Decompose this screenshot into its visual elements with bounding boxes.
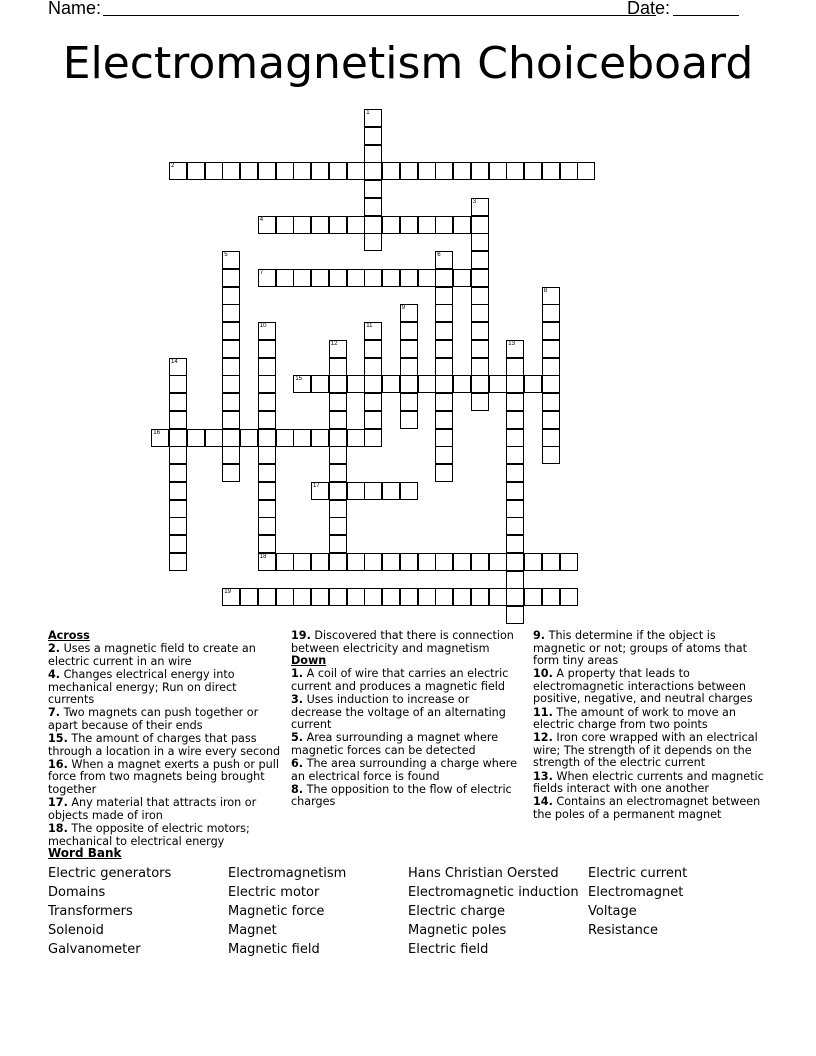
crossword-cell[interactable] <box>347 429 365 447</box>
crossword-cell[interactable] <box>293 269 311 287</box>
crossword-cell[interactable] <box>258 535 276 553</box>
crossword-cell[interactable] <box>400 304 418 322</box>
clue-number: 3 <box>472 198 477 205</box>
crossword-cell[interactable] <box>169 429 187 447</box>
crossword-cell[interactable] <box>364 588 382 606</box>
crossword-cell[interactable] <box>293 162 311 180</box>
crossword-cell[interactable] <box>400 553 418 571</box>
crossword-cell[interactable] <box>258 464 276 482</box>
clue-number: 18 <box>259 553 267 560</box>
crossword-cell[interactable] <box>329 588 347 606</box>
crossword-cell[interactable] <box>453 269 471 287</box>
crossword-cell[interactable] <box>169 358 187 376</box>
crossword-cell[interactable] <box>489 375 507 393</box>
crossword-cell[interactable] <box>293 429 311 447</box>
clue-down-9: 9. This determine if the object is magnetic or not; groups of atoms that form tiny areas <box>533 629 747 667</box>
crossword-cell[interactable] <box>311 216 329 234</box>
crossword-cell[interactable] <box>364 109 382 127</box>
clue-number: 10 <box>259 323 267 329</box>
word-bank-item: Resistance <box>588 923 659 938</box>
crossword-cell[interactable] <box>329 216 347 234</box>
crossword-cell[interactable] <box>258 269 276 287</box>
crossword-cell[interactable] <box>293 375 311 393</box>
crossword-cell[interactable] <box>471 340 489 358</box>
crossword-cell[interactable] <box>347 588 365 606</box>
clue-across-7: 7. Two magnets can push together or apart because of their ends <box>48 706 259 732</box>
clue-number: 9 <box>401 305 406 312</box>
crossword-cell[interactable] <box>489 553 507 571</box>
crossword-cell[interactable] <box>400 482 418 500</box>
crossword-cell[interactable] <box>435 446 453 464</box>
word-bank-item: Domains <box>48 885 106 900</box>
word-bank-item: Hans Christian Oersted <box>408 866 559 881</box>
clue-down-10: 10. A property that leads to electromagnetic interactions between positive, negative, and neutral charges <box>533 667 753 706</box>
clue-across-16: 16. When a magnet exerts a push or pull force from two magnets being brought together <box>48 757 279 796</box>
crossword-cell[interactable] <box>364 375 382 393</box>
clue-across-18: 18. The opposite of electric motors; mechanical to electrical energy <box>48 822 250 848</box>
crossword-cell[interactable] <box>329 446 347 464</box>
crossword-cell[interactable] <box>382 482 400 500</box>
crossword-cell[interactable] <box>400 411 418 429</box>
crossword-cell[interactable] <box>506 446 524 464</box>
crossword-cell[interactable] <box>471 216 489 234</box>
crossword-cell[interactable] <box>453 162 471 180</box>
crossword-cell[interactable] <box>347 553 365 571</box>
crossword-cell[interactable] <box>542 304 560 322</box>
crossword-cell[interactable] <box>169 162 187 180</box>
clue-down-8: 8. The opposition to the flow of electric charges <box>291 782 512 809</box>
clues-column-2 <box>291 630 521 809</box>
clue-down-3: 3. Uses induction to increase or decrease the voltage of an alternating current <box>291 693 506 732</box>
crossword-cell[interactable] <box>542 358 560 376</box>
crossword-cell[interactable] <box>506 482 524 500</box>
word-bank-item: Electric charge <box>408 904 506 919</box>
crossword-cell[interactable] <box>329 162 347 180</box>
crossword-cell[interactable] <box>400 588 418 606</box>
crossword-cell[interactable] <box>506 340 524 358</box>
crossword-cell[interactable] <box>258 482 276 500</box>
crossword-cell[interactable] <box>542 162 560 180</box>
clue-number: 14 <box>171 358 178 365</box>
crossword-cell[interactable] <box>311 429 329 447</box>
crossword-cell[interactable] <box>560 162 578 180</box>
crossword-cell[interactable] <box>222 464 240 482</box>
crossword-cell[interactable] <box>169 446 187 464</box>
crossword-cell[interactable] <box>435 429 453 447</box>
crossword-cell[interactable] <box>542 429 560 447</box>
crossword-cell[interactable] <box>329 553 347 571</box>
crossword-cell[interactable] <box>222 588 240 606</box>
crossword-cell[interactable] <box>169 535 187 553</box>
word-bank-item: Magnetic force <box>228 904 325 919</box>
word-bank-column-2 <box>228 864 346 959</box>
crossword-cell[interactable] <box>471 198 489 216</box>
crossword-cell[interactable] <box>471 322 489 340</box>
crossword-cell[interactable] <box>382 269 400 287</box>
clue-number: 6 <box>437 252 441 258</box>
crossword-cell[interactable] <box>435 588 453 606</box>
name-label: Name: <box>48 0 102 18</box>
word-bank-item: Electromagnetic induction <box>408 885 579 900</box>
crossword-cell[interactable] <box>347 269 365 287</box>
crossword-cell[interactable] <box>435 304 453 322</box>
crossword-cell[interactable] <box>329 517 347 535</box>
word-bank-item: Electromagnet <box>588 885 684 900</box>
crossword-cell[interactable] <box>276 429 294 447</box>
crossword-cell[interactable] <box>240 429 258 447</box>
crossword-cell[interactable] <box>506 375 524 393</box>
crossword-cell[interactable] <box>506 588 524 606</box>
clue-number: 19 <box>224 589 231 596</box>
crossword-cell[interactable] <box>506 517 524 535</box>
crossword-cell[interactable] <box>293 553 311 571</box>
crossword-cell[interactable] <box>542 446 560 464</box>
crossword-cell[interactable] <box>222 375 240 393</box>
crossword-cell[interactable] <box>169 500 187 518</box>
crossword-cell[interactable] <box>258 340 276 358</box>
crossword-cell[interactable] <box>364 233 382 251</box>
clue-down-11: 11. The amount of work to move an electric charge from two points <box>533 705 736 732</box>
crossword-cell[interactable] <box>258 393 276 411</box>
crossword-cell[interactable] <box>364 340 382 358</box>
crossword-cell[interactable] <box>542 588 560 606</box>
crossword-cell[interactable] <box>311 553 329 571</box>
crossword-cell[interactable] <box>506 464 524 482</box>
crossword-cell[interactable] <box>258 500 276 518</box>
crossword-cell[interactable] <box>258 358 276 376</box>
clues-column-3 <box>533 630 765 821</box>
word-bank-item: Electric motor <box>228 885 320 900</box>
clue-number: 17 <box>313 482 320 489</box>
crossword-cell[interactable] <box>524 553 542 571</box>
page-title: Electromagnetism Choiceboard <box>62 38 754 89</box>
word-bank-item: Voltage <box>588 904 637 919</box>
crossword-cell[interactable] <box>542 375 560 393</box>
word-bank-item: Electric current <box>588 866 688 881</box>
clue-across-17: 17. Any material that attracts iron or objects made of iron <box>48 796 257 822</box>
crossword-cell[interactable] <box>542 322 560 340</box>
clue-down-5: 5. Area surrounding a magnet where magnetic forces can be detected <box>291 731 499 757</box>
crossword-cell[interactable] <box>453 216 471 234</box>
crossword-cell[interactable] <box>560 553 578 571</box>
crossword-cell[interactable] <box>329 375 347 393</box>
crossword-cell[interactable] <box>364 145 382 163</box>
crossword-cell[interactable] <box>276 269 294 287</box>
crossword-cell[interactable] <box>471 358 489 376</box>
crossword-cell[interactable] <box>364 180 382 198</box>
crossword-cell[interactable] <box>311 162 329 180</box>
word-bank-item: Electric field <box>408 942 489 957</box>
crossword-cell[interactable] <box>506 358 524 376</box>
crossword-cell[interactable] <box>418 375 436 393</box>
crossword-cell[interactable] <box>542 411 560 429</box>
crossword-cell[interactable] <box>258 375 276 393</box>
clue-across-19: 19. Discovered that there is connection between electricity and magnetism <box>291 629 514 655</box>
crossword-cell[interactable] <box>222 393 240 411</box>
crossword-cell[interactable] <box>471 287 489 305</box>
crossword-cell[interactable] <box>435 553 453 571</box>
crossword-cell[interactable] <box>382 588 400 606</box>
crossword-cell[interactable] <box>400 269 418 287</box>
crossword-cell[interactable] <box>506 535 524 553</box>
clue-number: 16 <box>153 429 160 436</box>
clue-down-1: 1. A coil of wire that carries an electric current and produces a magnetic field <box>291 667 509 693</box>
crossword-cell[interactable] <box>418 588 436 606</box>
crossword-cell[interactable] <box>382 216 400 234</box>
crossword-cell[interactable] <box>364 322 382 340</box>
word-bank-item: Magnet <box>228 923 277 938</box>
crossword-cell[interactable] <box>347 482 365 500</box>
crossword-cell[interactable] <box>453 553 471 571</box>
crossword-cell[interactable] <box>435 322 453 340</box>
crossword-cell[interactable] <box>258 553 276 571</box>
crossword-cell[interactable] <box>506 429 524 447</box>
crossword-cell[interactable] <box>169 393 187 411</box>
clue-number: 7 <box>259 269 264 276</box>
clue-down-6: 6. The area surrounding a charge where an electrical force is found <box>291 757 517 783</box>
crossword-cell[interactable] <box>364 393 382 411</box>
crossword-cell[interactable] <box>205 429 223 447</box>
crossword-cell[interactable] <box>382 375 400 393</box>
crossword-cell[interactable] <box>258 429 276 447</box>
crossword-cell[interactable] <box>435 251 453 269</box>
crossword-cell[interactable] <box>435 464 453 482</box>
crossword-cell[interactable] <box>347 375 365 393</box>
crossword-cell[interactable] <box>169 553 187 571</box>
crossword-cell[interactable] <box>506 606 524 624</box>
crossword-cell[interactable] <box>276 553 294 571</box>
crossword-cell[interactable] <box>506 571 524 589</box>
crossword-cell[interactable] <box>364 127 382 145</box>
crossword-cell[interactable] <box>471 251 489 269</box>
crossword-cell[interactable] <box>222 322 240 340</box>
crossword-cell[interactable] <box>187 162 205 180</box>
crossword-cell[interactable] <box>506 553 524 571</box>
crossword-cell[interactable] <box>471 375 489 393</box>
clue-number: 15 <box>295 376 302 383</box>
crossword-cell[interactable] <box>222 162 240 180</box>
crossword-cell[interactable] <box>506 162 524 180</box>
crossword-cell[interactable] <box>311 482 329 500</box>
crossword-cell[interactable] <box>400 322 418 340</box>
crossword-cell[interactable] <box>364 269 382 287</box>
crossword-cell[interactable] <box>418 269 436 287</box>
crossword-cell[interactable] <box>471 304 489 322</box>
crossword-cell[interactable] <box>364 482 382 500</box>
crossword-cell[interactable] <box>329 429 347 447</box>
crossword-cell[interactable] <box>471 233 489 251</box>
crossword-cell[interactable] <box>258 216 276 234</box>
crossword-cell[interactable] <box>435 393 453 411</box>
crossword-cell[interactable] <box>453 375 471 393</box>
crossword-cell[interactable] <box>222 429 240 447</box>
crossword-cell[interactable] <box>258 517 276 535</box>
crossword-cell[interactable] <box>187 429 205 447</box>
crossword-cell[interactable] <box>471 269 489 287</box>
word-bank-heading: Word Bank <box>48 846 122 860</box>
crossword-cell[interactable] <box>276 216 294 234</box>
crossword-cell[interactable] <box>222 340 240 358</box>
crossword-cell[interactable] <box>240 588 258 606</box>
crossword-cell[interactable] <box>258 588 276 606</box>
clues-column-1 <box>48 630 284 848</box>
crossword-cell[interactable] <box>400 358 418 376</box>
crossword-cell[interactable] <box>382 553 400 571</box>
crossword-cell[interactable] <box>418 162 436 180</box>
crossword-cell[interactable] <box>151 429 169 447</box>
crossword-cell[interactable] <box>169 482 187 500</box>
crossword-cell[interactable] <box>311 588 329 606</box>
clue-number: 4 <box>259 216 264 223</box>
crossword-cell[interactable] <box>347 162 365 180</box>
crossword-cell[interactable] <box>435 340 453 358</box>
crossword-cell[interactable] <box>169 411 187 429</box>
crossword-cell[interactable] <box>489 162 507 180</box>
crossword-cell[interactable] <box>524 588 542 606</box>
crossword-cell[interactable] <box>400 393 418 411</box>
crossword-cell[interactable] <box>205 162 223 180</box>
word-bank-column-4 <box>588 864 687 940</box>
date-label: Date: <box>627 0 671 18</box>
crossword-cell[interactable] <box>489 588 507 606</box>
crossword-cell[interactable] <box>311 375 329 393</box>
clue-number: 11 <box>366 323 373 329</box>
crossword-cell[interactable] <box>542 553 560 571</box>
crossword-cell[interactable] <box>418 216 436 234</box>
word-bank-item: Magnetic poles <box>408 923 507 938</box>
crossword-cell[interactable] <box>435 216 453 234</box>
crossword-cell[interactable] <box>258 411 276 429</box>
crossword-cell[interactable] <box>222 446 240 464</box>
crossword-cell[interactable] <box>258 446 276 464</box>
crossword-cell[interactable] <box>329 535 347 553</box>
crossword-cell[interactable] <box>329 393 347 411</box>
crossword-cell[interactable] <box>311 269 329 287</box>
crossword-cell[interactable] <box>222 251 240 269</box>
crossword-cell[interactable] <box>276 162 294 180</box>
crossword-cell[interactable] <box>400 375 418 393</box>
crossword-cell[interactable] <box>542 340 560 358</box>
clue-down-14: 14. Contains an electromagnet between the poles of a permanent magnet <box>533 795 761 821</box>
crossword-cell[interactable] <box>222 358 240 376</box>
crossword-cell[interactable] <box>222 411 240 429</box>
crossword-cell[interactable] <box>524 162 542 180</box>
word-bank-item: Electromagnetism <box>228 866 347 881</box>
crossword-cell[interactable] <box>364 162 382 180</box>
crossword-cell[interactable] <box>435 269 453 287</box>
crossword-cell[interactable] <box>329 340 347 358</box>
clue-down-13: 13. When electric currents and magnetic fields interact with one another <box>533 769 764 796</box>
crossword-cell[interactable] <box>542 287 560 305</box>
crossword-cell[interactable] <box>382 162 400 180</box>
clue-down-12: 12. Iron core wrapped with an electrical wire; The strength of it depends on the strength of the electric current <box>533 731 758 770</box>
crossword-cell[interactable] <box>329 464 347 482</box>
clue-across-2: 2. Uses a magnetic field to create an electric current in an wire <box>48 642 256 668</box>
crossword-cell[interactable] <box>364 198 382 216</box>
crossword-cell[interactable] <box>329 269 347 287</box>
crossword-cell[interactable] <box>542 393 560 411</box>
word-bank-item: Electric generators <box>48 866 172 881</box>
crossword-cell[interactable] <box>560 588 578 606</box>
crossword-cell[interactable] <box>506 393 524 411</box>
crossword-cell[interactable] <box>222 269 240 287</box>
word-bank-item: Transformers <box>48 904 133 919</box>
crossword-cell[interactable] <box>435 162 453 180</box>
crossword-cell[interactable] <box>364 553 382 571</box>
across-heading: Across <box>48 629 90 642</box>
crossword-cell[interactable] <box>400 162 418 180</box>
crossword-cell[interactable] <box>471 393 489 411</box>
word-bank-item: Solenoid <box>48 923 104 938</box>
clue-number: 13 <box>508 340 515 347</box>
clue-number: 8 <box>543 287 548 294</box>
word-bank-column-1 <box>48 864 171 959</box>
crossword-cell[interactable] <box>329 482 347 500</box>
clue-across-4: 4. Changes electrical energy into mechanical energy; Run on direct currents <box>48 668 237 707</box>
clue-number: 1 <box>366 110 370 116</box>
crossword-cell[interactable] <box>258 162 276 180</box>
crossword-cell[interactable] <box>347 216 365 234</box>
crossword-cell[interactable] <box>329 358 347 376</box>
crossword-cell[interactable] <box>435 411 453 429</box>
crossword-cell[interactable] <box>169 517 187 535</box>
crossword-cell[interactable] <box>364 216 382 234</box>
clue-number: 5 <box>224 252 228 258</box>
clue-across-15: 15. The amount of charges that pass through a location in a wire every second <box>48 732 281 758</box>
crossword-cell[interactable] <box>258 322 276 340</box>
crossword-cell[interactable] <box>364 358 382 376</box>
crossword-cell[interactable] <box>364 429 382 447</box>
crossword-cell[interactable] <box>364 411 382 429</box>
crossword-cell[interactable] <box>577 162 595 180</box>
crossword-cell[interactable] <box>506 500 524 518</box>
clue-number: 2 <box>171 163 175 170</box>
crossword-cell[interactable] <box>222 304 240 322</box>
word-bank-item: Galvanometer <box>48 942 141 957</box>
crossword-cell[interactable] <box>169 375 187 393</box>
crossword-cell[interactable] <box>293 216 311 234</box>
crossword-cell[interactable] <box>169 464 187 482</box>
clue-number: 12 <box>330 340 338 347</box>
down-heading: Down <box>291 654 327 667</box>
crossword-cell[interactable] <box>418 553 436 571</box>
crossword-cell[interactable] <box>400 216 418 234</box>
crossword-cell[interactable] <box>524 375 542 393</box>
crossword-cell[interactable] <box>471 162 489 180</box>
crossword-cell[interactable] <box>276 588 294 606</box>
crossword-cell[interactable] <box>240 162 258 180</box>
crossword-cell[interactable] <box>222 287 240 305</box>
word-bank-column-3 <box>408 864 579 959</box>
word-bank-item: Magnetic field <box>228 942 320 957</box>
crossword-cell[interactable] <box>471 588 489 606</box>
crossword-cell[interactable] <box>506 411 524 429</box>
crossword-cell[interactable] <box>435 375 453 393</box>
crossword-cell[interactable] <box>435 358 453 376</box>
crossword-cell[interactable] <box>329 500 347 518</box>
crossword-cell[interactable] <box>471 553 489 571</box>
crossword-cell[interactable] <box>453 588 471 606</box>
crossword-cell[interactable] <box>293 588 311 606</box>
crossword-cell[interactable] <box>329 411 347 429</box>
crossword-cell[interactable] <box>400 340 418 358</box>
crossword-cell[interactable] <box>435 287 453 305</box>
